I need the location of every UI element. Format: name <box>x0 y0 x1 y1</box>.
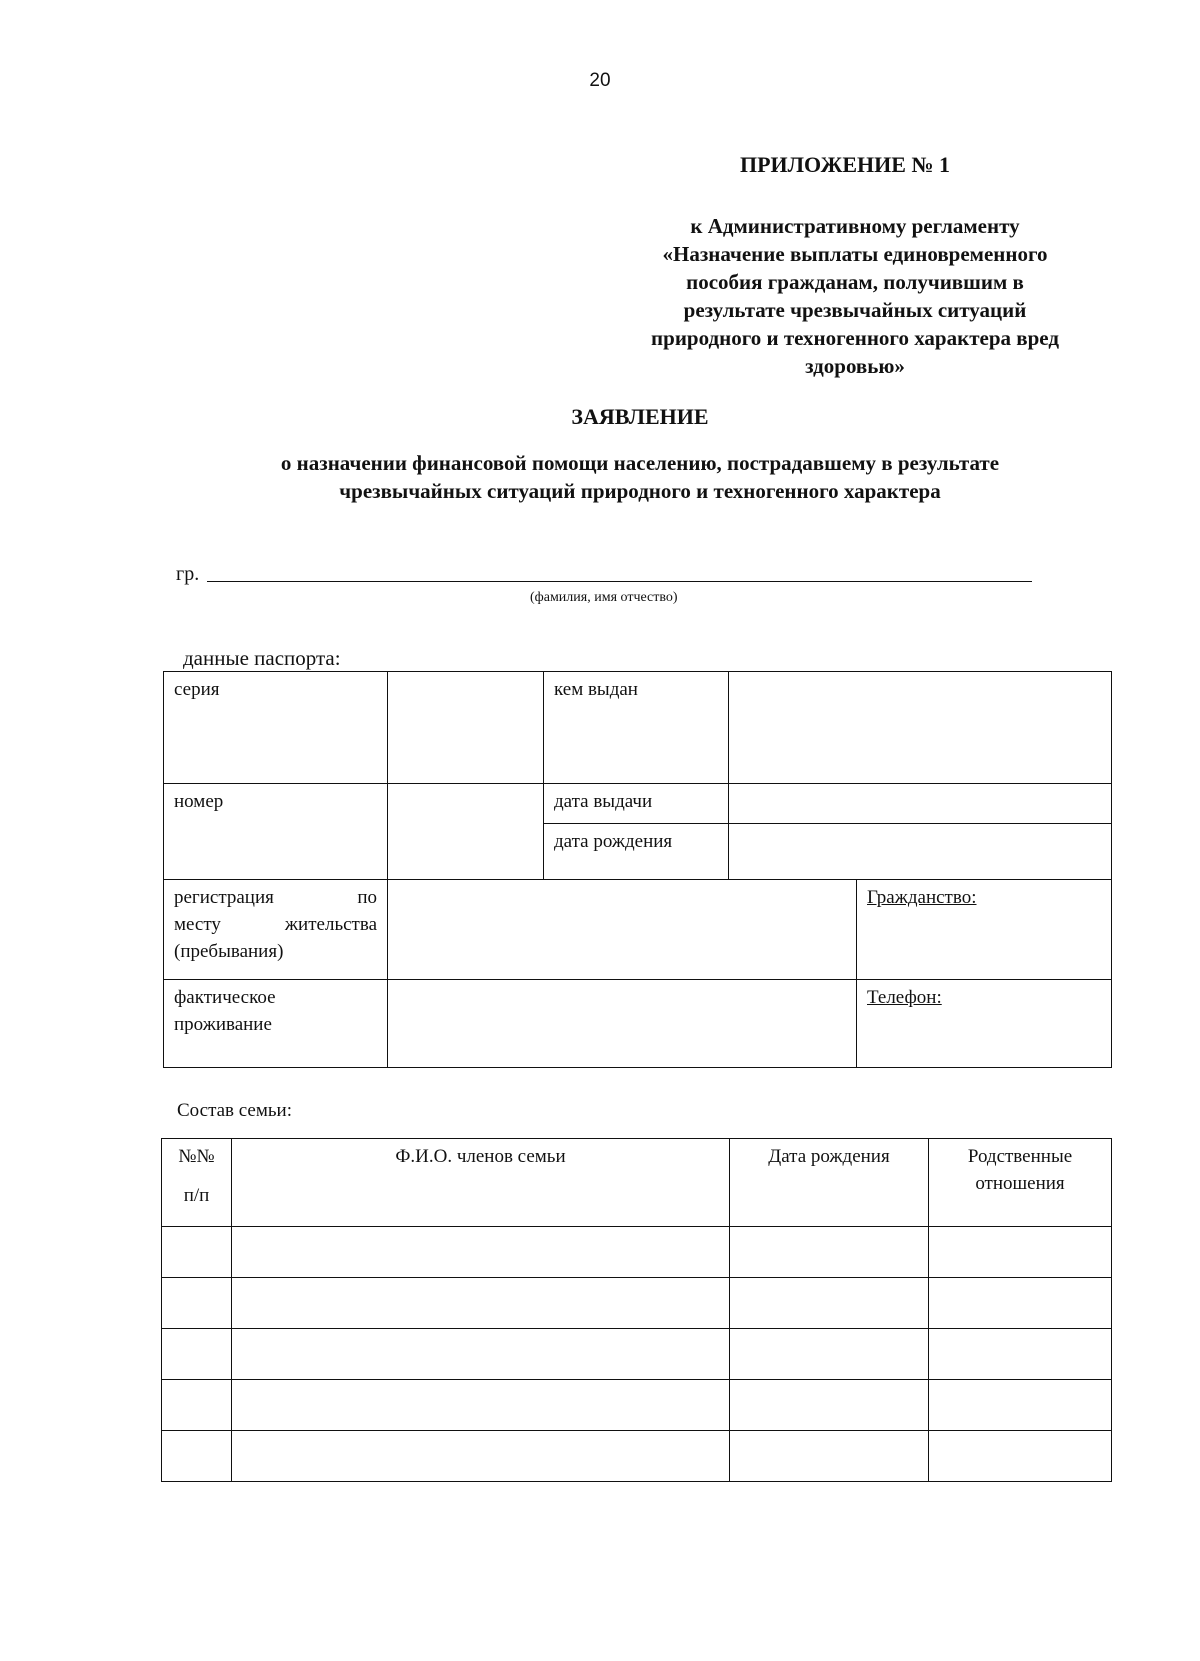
row-relation-cell[interactable] <box>929 1329 1112 1380</box>
row-birth-date-cell[interactable] <box>730 1278 929 1329</box>
issued-by-label: кем выдан <box>544 672 729 784</box>
row-relation-cell[interactable] <box>929 1431 1112 1482</box>
col-header-number-line2: п/п <box>183 1185 210 1206</box>
regulation-line: пособия гражданам, получившим в <box>686 270 1024 294</box>
actual-residence-label <box>164 980 388 1068</box>
col-header-birth-date: Дата рождения <box>730 1139 929 1227</box>
applicant-prefix: гр. <box>176 563 200 585</box>
row-number-cell[interactable] <box>162 1380 232 1431</box>
series-field[interactable] <box>388 672 544 784</box>
regulation-line: «Назначение выплаты единовременного <box>662 242 1048 266</box>
row-number-cell[interactable] <box>162 1278 232 1329</box>
row-number-cell[interactable] <box>162 1329 232 1380</box>
regulation-line: природного и техногенного характера вред <box>651 326 1059 350</box>
passport-table <box>163 671 1112 1068</box>
row-birth-date-cell[interactable] <box>730 1431 929 1482</box>
subtitle-line: о назначении финансовой помощи населению, пострадавшему в результате <box>280 451 1000 475</box>
registration-field[interactable] <box>388 880 857 980</box>
row-name-cell[interactable] <box>232 1380 730 1431</box>
table-row <box>162 1329 1112 1380</box>
col-header-relation-line1: Родственные <box>967 1146 1073 1167</box>
regulation-line: здоровью» <box>805 354 905 378</box>
row-number-cell[interactable] <box>162 1431 232 1482</box>
row-name-cell[interactable] <box>232 1329 730 1380</box>
series-label: серия <box>164 672 388 784</box>
table-row <box>162 1431 1112 1482</box>
page-number: 20 <box>589 70 611 91</box>
table-row <box>162 1278 1112 1329</box>
row-name-cell[interactable] <box>232 1431 730 1482</box>
phone-cell[interactable] <box>857 980 1112 1068</box>
actual-residence-line: фактическое <box>174 987 276 1008</box>
row-relation-cell[interactable] <box>929 1380 1112 1431</box>
col-header-number <box>162 1139 232 1227</box>
registration-line: регистрация по <box>174 887 377 908</box>
registration-line: месту жительства <box>174 914 377 935</box>
number-label: номер <box>164 784 388 880</box>
birth-date-field[interactable] <box>729 824 1112 880</box>
appendix-title: ПРИЛОЖЕНИЕ № 1 <box>740 152 951 177</box>
regulation-reference <box>600 212 1110 380</box>
phone-label: Телефон: <box>867 987 942 1008</box>
row-relation-cell[interactable] <box>929 1227 1112 1278</box>
family-label: Состав семьи: <box>177 1100 293 1121</box>
registration-line: (пребывания) <box>174 941 284 962</box>
citizenship-cell[interactable] <box>857 880 1112 980</box>
passport-label: данные паспорта: <box>183 646 341 670</box>
birth-date-label: дата рождения <box>544 824 729 880</box>
actual-residence-line: проживание <box>174 1014 272 1035</box>
col-header-relation-line2: отношения <box>975 1173 1065 1194</box>
document-title: ЗАЯВЛЕНИЕ <box>571 404 709 429</box>
col-header-relation <box>929 1139 1112 1227</box>
actual-residence-field[interactable] <box>388 980 857 1068</box>
row-relation-cell[interactable] <box>929 1278 1112 1329</box>
row-birth-date-cell[interactable] <box>730 1329 929 1380</box>
table-row <box>162 1380 1112 1431</box>
regulation-line: к Административному регламенту <box>690 214 1020 238</box>
issue-date-label: дата выдачи <box>544 784 729 824</box>
applicant-name-field[interactable] <box>207 581 1032 582</box>
regulation-line: результате чрезвычайных ситуаций <box>683 298 1027 322</box>
row-name-cell[interactable] <box>232 1278 730 1329</box>
table-row <box>162 1227 1112 1278</box>
family-table <box>161 1138 1112 1482</box>
row-birth-date-cell[interactable] <box>730 1380 929 1431</box>
number-field[interactable] <box>388 784 544 880</box>
col-header-number-line1: №№ <box>178 1146 215 1167</box>
registration-label <box>164 880 388 980</box>
col-header-name: Ф.И.О. членов семьи <box>232 1139 730 1227</box>
document-subtitle <box>200 449 1080 505</box>
row-name-cell[interactable] <box>232 1227 730 1278</box>
issue-date-field[interactable] <box>729 784 1112 824</box>
issued-by-field[interactable] <box>729 672 1112 784</box>
row-number-cell[interactable] <box>162 1227 232 1278</box>
subtitle-line: чрезвычайных ситуаций природного и техногенного характера <box>339 479 941 503</box>
row-birth-date-cell[interactable] <box>730 1227 929 1278</box>
applicant-name-hint: (фамилия, имя отчество) <box>530 590 678 605</box>
citizenship-label: Гражданство: <box>867 887 977 908</box>
